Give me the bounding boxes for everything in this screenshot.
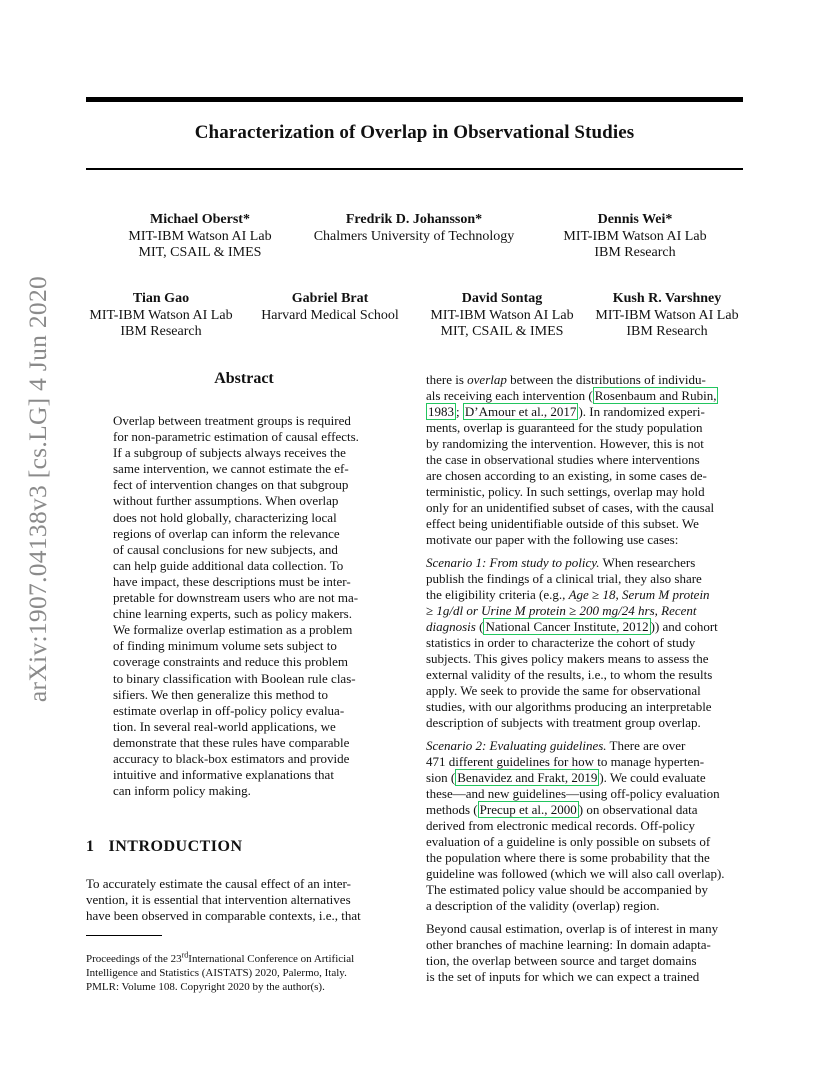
abstract-line: to binary classification with Boolean rule clas- xyxy=(113,670,356,686)
author-block xyxy=(76,291,246,341)
citation-link[interactable]: Benavidez and Frakt, 2019 xyxy=(457,770,598,785)
text-line: only for an unidentified subset of cases, with the causal xyxy=(426,500,715,515)
text-line: ments, overlap is guaranteed for the study population xyxy=(426,420,703,435)
citation-link[interactable]: National Cancer Institute, 2012 xyxy=(485,619,649,634)
abstract-line: of finding minimum volume sets subject to xyxy=(113,638,337,654)
author-name: Dennis Wei* xyxy=(597,212,673,227)
text-line: effect being unidentifiable outside of this subset. We xyxy=(426,516,699,531)
citation-link[interactable]: Rosenbaum and Rubin, xyxy=(594,388,717,403)
author-affiliation: MIT-IBM Watson AI Lab xyxy=(89,307,233,323)
abstract-line: accuracy to black-box estimators and provide xyxy=(113,750,350,766)
paper-title: Characterization of Overlap in Observational Studies xyxy=(194,122,635,143)
abstract-line: same intervention, we cannot estimate the ef- xyxy=(113,461,349,477)
abstract-line: chine learning experts, such as policy makers. xyxy=(113,606,352,622)
author-affiliation: Harvard Medical School xyxy=(261,307,399,323)
abstract-line: regions of overlap can inform the relevance xyxy=(113,525,340,541)
abstract-line: can inform policy making. xyxy=(113,783,251,799)
footnote xyxy=(86,952,416,994)
author-affiliation: MIT, CSAIL & IMES xyxy=(440,324,564,339)
abstract-line: for non-parametric estimation of causal effects. xyxy=(113,429,359,445)
author-block xyxy=(250,291,410,324)
abstract-line: intuitive and informative explanations that xyxy=(113,767,334,783)
paragraph-beyond-causal xyxy=(426,921,744,985)
text-line: by randomizing the intervention. However, this is not xyxy=(426,436,704,451)
text-line: description of subjects with treatment group overlap. xyxy=(426,715,701,730)
abstract-body xyxy=(113,413,378,799)
text-line: tion, the overlap between source and target domains xyxy=(426,953,697,968)
title-bottom-rule xyxy=(86,168,743,170)
paragraph-scenario-1: Scenario 1: From study to policy. When researchers publish the findings of a clinical trial, they also share the eligibility criteria (e.g., Age ≥ 18, Serum M protein ≥ 1g/dl or Urine M protein ≥ 200 mg/24 hrs, Recent diagnosis ( National Cancer Institute, 2012 )) and cohort statistics in order to characterize the cohort of study subjects. This gives policy makers means to assess the external validity of the results, i.e., to whom the results apply. We seek to provide the same for observational studies, with our algorithms producing an interpretable description of subjects with treatment group overlap. xyxy=(426,555,744,731)
author-block xyxy=(417,291,587,341)
text-line: the case in observational studies where interventions xyxy=(426,452,700,467)
text-line: motivate our paper with the following use cases: xyxy=(426,532,679,547)
author-name: Kush R. Varshney xyxy=(612,291,722,306)
author-name: Fredrik D. Johansson* xyxy=(345,212,483,227)
arxiv-identifier-text: arXiv:1907.04138v3 [cs.LG] 4 Jun 2020 xyxy=(23,275,52,703)
citation-link[interactable]: D’Amour et al., 2017 xyxy=(464,404,577,419)
abstract-line: of causal conclusions for new subjects, and xyxy=(113,541,338,557)
text-line: To accurately estimate the causal effect of an inter- xyxy=(86,876,351,891)
text-line: The estimated policy value should be accompanied by xyxy=(426,882,708,897)
author-block xyxy=(525,212,745,262)
introduction-body xyxy=(86,876,404,924)
footnote-line: PMLR: Volume 108. Copyright 2020 by the author(s). xyxy=(86,981,325,993)
author-block xyxy=(299,212,529,245)
text-line: apply. We seek to provide the same for observational xyxy=(426,683,701,698)
abstract-line: If a subgroup of subjects always receives the xyxy=(113,445,346,461)
text-line: the population where there is some probability that the xyxy=(426,850,710,865)
text-line: studies, with our algorithms producing an interpretable xyxy=(426,699,712,714)
footnote-superscript: rd xyxy=(181,950,189,960)
author-affiliation: IBM Research xyxy=(120,324,202,339)
footnote-rule xyxy=(86,935,162,936)
footnote-text: Proceedings of the 23 xyxy=(86,953,182,965)
author-affiliation: MIT, CSAIL & IMES xyxy=(138,245,262,260)
abstract-line: sifiers. We then generalize this method to xyxy=(113,686,328,702)
citation-link[interactable]: 1983 xyxy=(428,404,454,419)
section-number: 1 xyxy=(86,838,95,855)
abstract-line: pretable for downstream users who are not ma- xyxy=(113,590,359,606)
title-top-rule xyxy=(86,97,743,102)
author-affiliation: IBM Research xyxy=(594,245,676,260)
author-affiliation: MIT-IBM Watson AI Lab xyxy=(563,228,707,244)
author-affiliation: Chalmers University of Technology xyxy=(313,228,515,244)
author-block xyxy=(585,291,749,341)
text-line: is the set of inputs for which we can expect a trained xyxy=(426,969,700,984)
author-affiliation: MIT-IBM Watson AI Lab xyxy=(128,228,272,244)
right-column xyxy=(426,372,744,992)
abstract-line: We formalize overlap estimation as a problem xyxy=(113,622,353,638)
text-line: terministic, policy. In such settings, overlap may hold xyxy=(426,484,705,499)
abstract-line: Overlap between treatment groups is required xyxy=(113,413,351,428)
footnote-text: International Conference on Artificial xyxy=(188,953,355,965)
text-line: vention, it is essential that intervention alternatives xyxy=(86,892,351,907)
text-line: Beyond causal estimation, overlap is of interest in many xyxy=(426,921,719,936)
text-line: derived from electronic medical records. Off-policy xyxy=(426,818,696,833)
text-line: guideline was followed (which we will also call overlap). xyxy=(426,866,725,881)
abstract-line: tion. In several real-world applications, we xyxy=(113,718,336,734)
scenario-title: Scenario 1: From study to policy. xyxy=(426,555,600,570)
author-affiliation: MIT-IBM Watson AI Lab xyxy=(595,307,739,323)
author-name: Tian Gao xyxy=(132,291,190,306)
text-line: subjects. This gives policy makers means to assess the xyxy=(426,651,709,666)
text-line: have been observed in comparable contexts, i.e., that xyxy=(86,908,361,923)
abstract-heading: Abstract xyxy=(214,370,274,387)
paragraph-overlap: there is overlap between the distributions of individu- als receiving each intervention ( Rosenbaum and Rubin, 1983 ; D’Amour et al., 2017 ). In randomized experi- ments, overlap is guaranteed for the study population by randomizing the intervention. However, this is not the case in observational studies where interventions are chosen according to an existing, in some cases de- terministic, policy. In such settings, overlap may hold only for an unidentified subset of cases, with the causal effect being unidentifiable outside of this subset. We motivate our paper with the following use cases: xyxy=(426,372,744,548)
arxiv-identifier xyxy=(23,275,53,703)
text-line: external validity of the results, i.e., to whom the results xyxy=(426,667,713,682)
abstract-line: can help guide additional data collection. To xyxy=(113,557,344,573)
abstract-line: does not hold globally, characterizing local xyxy=(113,509,337,525)
author-name: Gabriel Brat xyxy=(291,291,369,306)
section-title: INTRODUCTION xyxy=(108,838,243,855)
paragraph-scenario-2: Scenario 2: Evaluating guidelines. There are over 471 different guidelines for how to manage hyperten- sion ( Benavidez and Frakt, 2019 ). We could evaluate these—and new guidelines—using off-policy evaluation methods ( Precup et al., 2000 ) on observational data derived from electronic medical records. Off-policy evaluation of a guideline is only possible on subsets of the population where there is some probability that the guideline was followed (which we will also call overlap). The estimated policy value should be accompanied by a description of the validity (overlap) region. xyxy=(426,738,744,914)
abstract-line: demonstrate that these rules have comparable xyxy=(113,734,350,750)
footnote-line: Intelligence and Statistics (AISTATS) 2020, Palermo, Italy. xyxy=(86,967,347,979)
text-line: are chosen according to an existing, in some cases de- xyxy=(426,468,707,483)
text-line: evaluation of a guideline is only possible on subsets of xyxy=(426,834,711,849)
author-name: Michael Oberst* xyxy=(150,212,250,227)
abstract-line: estimate overlap in off-policy policy evalua- xyxy=(113,702,345,718)
text-line: other branches of machine learning: In domain adapta- xyxy=(426,937,711,952)
author-block xyxy=(100,212,300,262)
abstract-line: without further assumptions. When overlap xyxy=(113,493,339,509)
author-affiliation: IBM Research xyxy=(626,324,708,339)
section-heading xyxy=(86,838,243,856)
author-name: David Sontag xyxy=(461,291,543,306)
abstract-line: coverage constraints and reduce this problem xyxy=(113,654,348,670)
emphasis: overlap xyxy=(467,372,507,387)
abstract-line: have impact, these descriptions must be inter- xyxy=(113,573,351,589)
text-line: a description of the validity (overlap) region. xyxy=(426,898,660,913)
abstract-line: fect of intervention changes on that subgroup xyxy=(113,477,349,493)
scenario-title: Scenario 2: Evaluating guidelines. xyxy=(426,738,607,753)
citation-link[interactable]: Precup et al., 2000 xyxy=(479,802,577,817)
text-line: statistics in order to characterize the cohort of study xyxy=(426,635,696,650)
author-affiliation: MIT-IBM Watson AI Lab xyxy=(430,307,574,323)
